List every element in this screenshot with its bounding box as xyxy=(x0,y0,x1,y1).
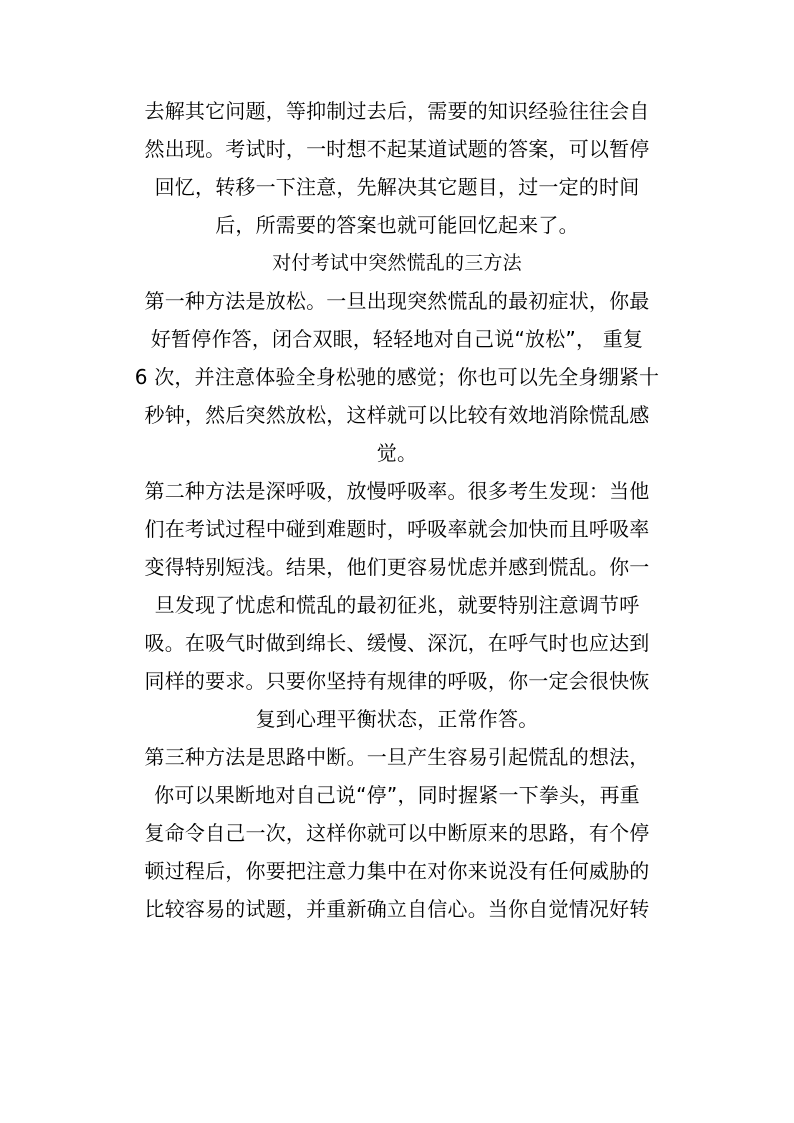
text-line: 后，所需要的答案也就可能回忆起来了。 xyxy=(215,213,579,237)
method-one-paragraph xyxy=(0,282,794,472)
text-line: 旦发现了忧虑和慌乱的最初征兆，就要特别注意调节呼 xyxy=(154,593,640,617)
text-line: 好暂停作答，闭合双眼，轻轻地对自己说“放松”， 重复 xyxy=(150,327,644,351)
document-body xyxy=(0,92,794,928)
text-line: 第一种方法是放松。一旦出现突然慌乱的最初症状，你最 xyxy=(144,289,650,313)
text-line: 第三种方法是思路中断。一旦产生容易引起慌乱的想法， xyxy=(144,745,650,769)
text-line: 第二种方法是深呼吸，放慢呼吸率。很多考生发现：当他 xyxy=(144,479,650,503)
text-line: 觉。 xyxy=(376,441,418,465)
section-heading: 对付考试中突然慌乱的三方法 xyxy=(272,252,522,274)
intro-paragraph xyxy=(0,92,794,244)
text-line: 秒钟，然后突然放松，这样就可以比较有效地消除慌乱感 xyxy=(144,403,650,427)
text-line: 回忆，转移一下注意，先解决其它题目，过一定的时间 xyxy=(154,175,640,199)
text-line: 变得特别短浅。结果，他们更容易忧虑并感到慌乱。你一 xyxy=(144,555,650,579)
text-line: 同样的要求。只要你坚持有规律的呼吸，你一定会很快恢 xyxy=(144,669,650,693)
text-line: 们在考试过程中碰到难题时，呼吸率就会加快而且呼吸率 xyxy=(144,517,650,541)
text-line: 顿过程后，你要把注意力集中在对你来说没有任何威胁的 xyxy=(144,859,650,883)
text-line: 6 次，并注意体验全身松驰的感觉；你也可以先全身绷紧十 xyxy=(134,365,660,389)
method-three-paragraph xyxy=(0,738,794,928)
text-line: 复到心理平衡状态，正常作答。 xyxy=(255,707,539,731)
text-line: 吸。在吸气时做到绵长、缓慢、深沉，在呼气时也应达到 xyxy=(144,631,650,655)
text-line: 你可以果断地对自己说“停”，同时握紧一下拳头，再重 xyxy=(154,783,640,807)
text-line: 比较容易的试题，并重新确立自信心。当你自觉情况好转 xyxy=(144,897,650,921)
text-line: 复命令自己一次，这样你就可以中断原来的思路，有个停 xyxy=(144,821,650,845)
text-line: 去解其它问题，等抑制过去后，需要的知识经验往往会自 xyxy=(144,99,650,123)
method-two-paragraph xyxy=(0,472,794,738)
text-line: 然出现。考试时，一时想不起某道试题的答案，可以暂停 xyxy=(144,137,650,161)
